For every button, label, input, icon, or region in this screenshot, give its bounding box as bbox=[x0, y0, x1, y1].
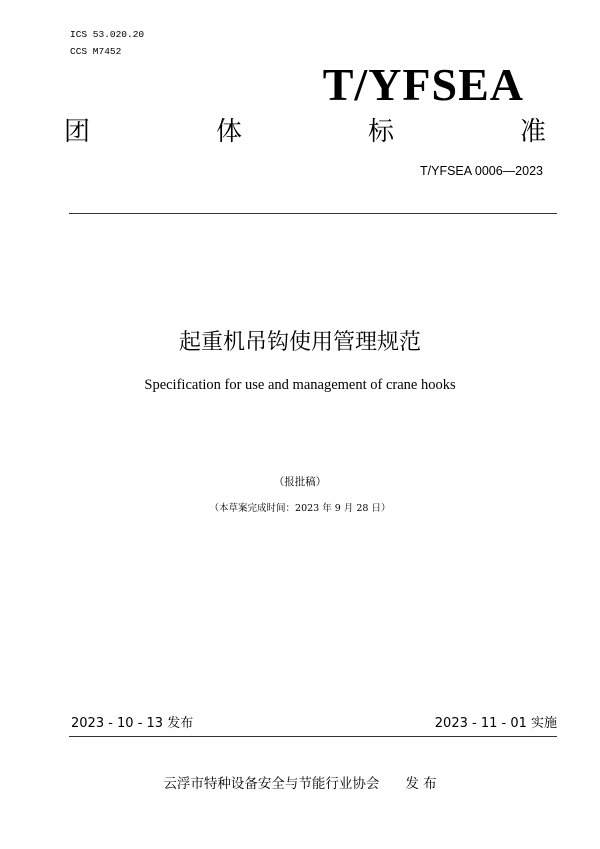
standard-brand-logo: T/YFSEA bbox=[322, 59, 524, 110]
publisher-action: 发 布 bbox=[405, 776, 437, 792]
footer-divider bbox=[69, 736, 557, 737]
document-stage: （报批稿） bbox=[273, 476, 327, 488]
release-date: 2023 - 10 - 13 发布 bbox=[71, 716, 194, 731]
standard-type-char-4: 准 bbox=[520, 117, 547, 147]
publisher-organization: 云浮市特种设备安全与节能行业协会 bbox=[163, 776, 380, 792]
ics-code: ICS 53.020.20 bbox=[70, 29, 145, 40]
draft-completion-time: （本草案完成时间：2023 年 9 月 28 日） bbox=[209, 503, 391, 514]
standard-type-char-3: 标 bbox=[368, 117, 395, 147]
standard-type-char-1: 团 bbox=[64, 117, 91, 147]
ccs-code: CCS M7452 bbox=[70, 46, 122, 57]
implementation-date: 2023 - 11 - 01 实施 bbox=[434, 716, 557, 731]
header-divider bbox=[69, 213, 557, 214]
publisher-line bbox=[0, 776, 600, 793]
document-title-chinese: 起重机吊钩使用管理规范 bbox=[178, 330, 421, 355]
document-title-english: Specification for use and management of crane hooks bbox=[144, 377, 456, 393]
standard-type-char-2: 体 bbox=[216, 117, 243, 147]
standard-number: T/YFSEA 0006—2023 bbox=[420, 164, 543, 178]
